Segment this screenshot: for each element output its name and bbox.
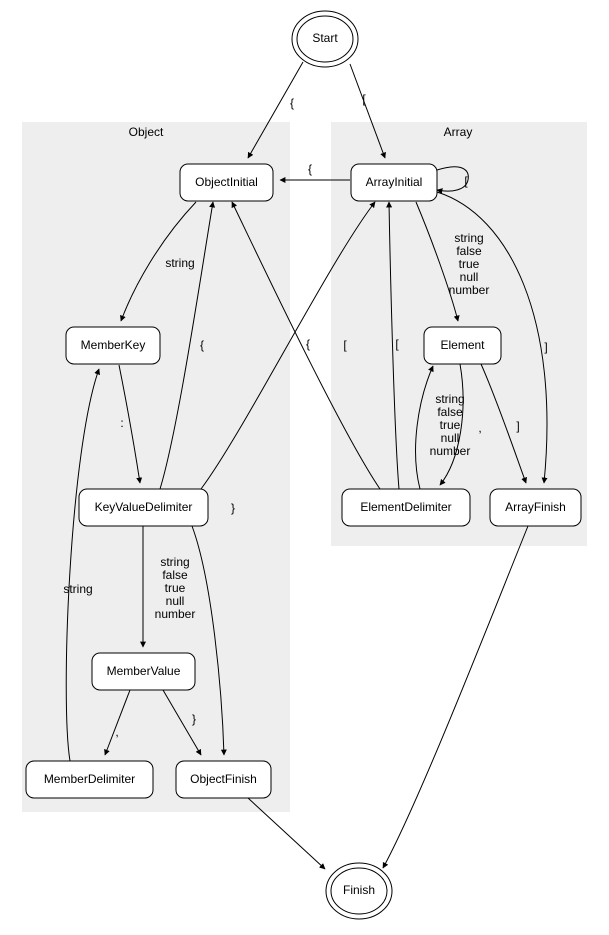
edge-label-elementdelim-to-element-l0: string <box>435 392 465 407</box>
edge-label-memberdelim-to-memberkey: string <box>63 582 93 597</box>
edge-label-start-to-array: [ <box>362 92 366 107</box>
edge-label-arrayinitial-to-element-l0: string <box>454 231 484 246</box>
edge-label-keyvalue-to-object: { <box>199 338 205 353</box>
edge-label-keyvalue-to-membervalue-l0: string <box>160 555 190 570</box>
edge-label-elementdelim-to-array: [ <box>395 337 399 352</box>
edge-label-keyvalue-to-objectfinish: } <box>230 501 236 516</box>
node-member-value[interactable] <box>92 653 195 690</box>
edge-label-array-to-object: { <box>307 162 313 177</box>
node-element-delimiter-label: ElementDelimiter <box>360 500 452 515</box>
node-finish[interactable] <box>326 863 392 919</box>
node-object-initial[interactable] <box>180 164 273 201</box>
edge-label-elementdelim-to-element-l1: false <box>437 405 463 420</box>
edge-array-finish-finish <box>383 526 528 868</box>
node-element[interactable] <box>424 327 501 364</box>
edge-label-keyvalue-to-membervalue-l4: number <box>154 607 196 622</box>
edge-label-elementdelim-to-element-l3: null <box>440 431 460 446</box>
node-start[interactable] <box>292 11 358 67</box>
edge-label-keyvalue-to-membervalue-l1: false <box>162 568 188 583</box>
edge-label-membervalue-to-memberdelim: , <box>115 725 119 740</box>
edge-label-element-to-arrayfinish: ] <box>516 419 520 434</box>
edge-label-elementdelim-to-element-l4: number <box>429 444 471 459</box>
edge-label-object-to-memberkey: string <box>165 256 195 271</box>
edge-label-array-self: [ <box>464 174 468 189</box>
edge-label-membervalue-to-objectfinish: } <box>191 712 197 727</box>
edge-label-elementdelim-to-object: { <box>305 337 311 352</box>
node-key-value-delimiter-label: KeyValueDelimiter <box>94 500 193 515</box>
node-member-delimiter-label: MemberDelimiter <box>43 772 136 787</box>
node-member-key-label: MemberKey <box>80 338 146 353</box>
edge-label-arrayinitial-to-element-l2: true <box>458 257 480 272</box>
edge-label-start-to-object: { <box>289 96 295 111</box>
edge-label-arrayinitial-to-element-l4: number <box>448 283 490 298</box>
edge-label-keyvalue-to-membervalue-l3: null <box>165 594 185 609</box>
node-finish-label: Finish <box>342 883 376 898</box>
node-array-initial[interactable] <box>351 164 437 201</box>
node-element-delimiter[interactable] <box>342 489 470 526</box>
node-element-label: Element <box>440 338 485 353</box>
edge-label-memberkey-to-keyvalue: : <box>120 416 124 431</box>
node-member-value-label: MemberValue <box>106 664 181 679</box>
node-object-initial-label: ObjectInitial <box>195 175 258 190</box>
node-object-finish[interactable] <box>176 761 271 798</box>
edge-label-arrayinitial-to-arrayfinish: ] <box>544 340 548 355</box>
cluster-object <box>22 122 290 812</box>
edge-label-arrayinitial-to-element-l1: false <box>456 244 482 259</box>
cluster-object-label: Object <box>128 125 164 140</box>
node-array-finish[interactable] <box>490 489 581 526</box>
node-key-value-delimiter[interactable] <box>79 489 208 526</box>
node-member-key[interactable] <box>66 327 160 364</box>
node-start-label: Start <box>312 31 338 46</box>
edge-label-arrayinitial-to-element-l3: null <box>459 270 479 285</box>
edge-label-elementdelim-to-element-l2: true <box>439 418 461 433</box>
cluster-object-rect <box>22 122 290 812</box>
node-member-delimiter[interactable] <box>26 761 153 798</box>
cluster-array-label: Array <box>443 125 473 140</box>
node-array-finish-label: ArrayFinish <box>505 500 566 515</box>
edge-label-element-to-elementdelim: , <box>478 421 482 436</box>
edge-label-keyvalue-to-array: [ <box>343 338 347 353</box>
node-object-finish-label: ObjectFinish <box>190 772 257 787</box>
edge-label-keyvalue-to-membervalue-l2: true <box>164 581 186 596</box>
node-array-initial-label: ArrayInitial <box>365 175 423 190</box>
